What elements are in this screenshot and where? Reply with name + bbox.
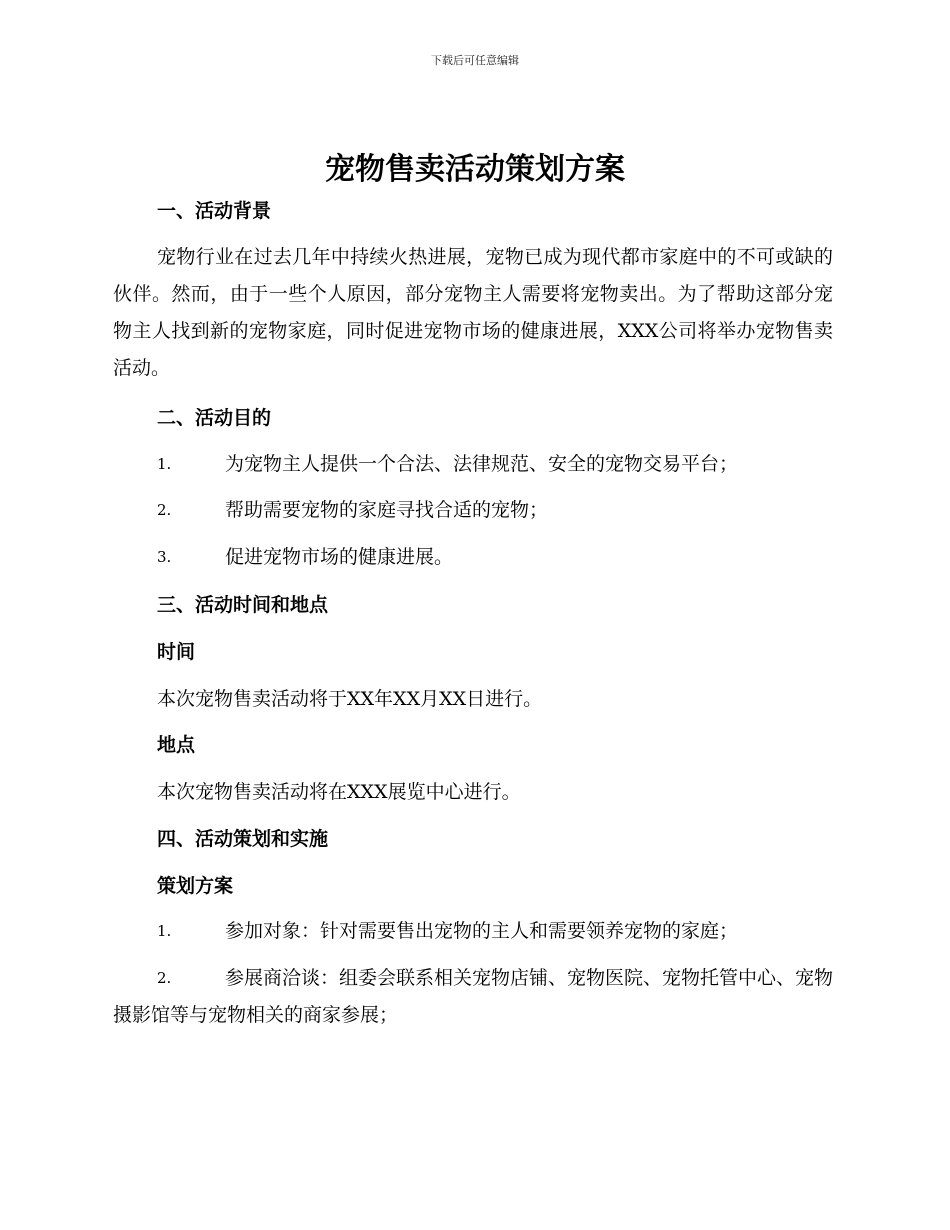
planning-list-item xyxy=(113,913,833,950)
list-item-text: 参展商洽谈：组委会联系相关宠物店铺、宠物医院、宠物托管中心、宠物摄影馆等与宠物相关的商家参展； xyxy=(113,967,834,1026)
list-item-number: 1. xyxy=(157,922,172,940)
list-item-text: 促进宠物市场的健康进展。 xyxy=(225,546,454,568)
place-subheading: 地点 xyxy=(157,734,196,756)
purpose-list-item xyxy=(113,492,833,529)
list-item-number: 2. xyxy=(157,969,172,987)
list-item-text: 参加对象：针对需要售出宠物的主人和需要领养宠物的家庭； xyxy=(225,920,739,942)
planning-list-item xyxy=(113,960,833,1034)
section-heading-purpose: 二、活动目的 xyxy=(157,407,272,429)
list-item-text: 为宠物主人提供一个合法、法律规范、安全的宠物交易平台； xyxy=(225,453,739,475)
list-item-number: 2. xyxy=(157,501,172,519)
purpose-list-item xyxy=(113,539,833,576)
time-text: 本次宠物售卖活动将于XX年XX月XX日进行。 xyxy=(157,688,543,710)
document-title: 宠物售卖活动策划方案 xyxy=(325,152,625,187)
list-item-number: 3. xyxy=(157,548,172,566)
section-heading-background: 一、活动背景 xyxy=(157,200,272,222)
list-item-number: 1. xyxy=(157,455,172,473)
purpose-list-item xyxy=(113,446,833,483)
time-subheading: 时间 xyxy=(157,641,196,663)
section-heading-time-place: 三、活动时间和地点 xyxy=(157,594,329,616)
list-item-text: 帮助需要宠物的家庭寻找合适的宠物； xyxy=(225,499,549,521)
background-paragraph: 宠物行业在过去几年中持续火热进展，宠物已成为现代都市家庭中的不可或缺的伙伴。然而，由于一些个人原因，部分宠物主人需要将宠物卖出。为了帮助这部分宠物主人找到新的宠物家庭，同时促进宠物市场的健康进展，XXX公司将举办宠物售卖活动。 xyxy=(113,246,833,379)
place-text: 本次宠物售卖活动将在XXX展览中心进行。 xyxy=(157,781,521,803)
planning-subheading: 策划方案 xyxy=(157,875,234,897)
section-heading-planning: 四、活动策划和实施 xyxy=(157,828,329,850)
page-header-note: 下载后可任意编辑 xyxy=(431,54,519,67)
